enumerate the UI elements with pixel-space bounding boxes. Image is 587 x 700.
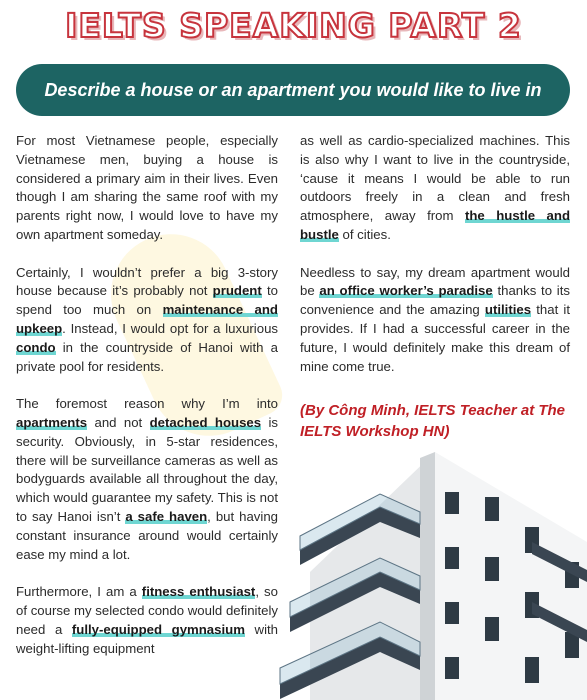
vocab-highlight: a safe haven [125, 508, 208, 524]
vocab-highlight: apartments [16, 414, 88, 430]
paragraph-security: The foremost reason why I’m into apartments and not detached houses is security. Obviously, in 5-star residences, there will be surveillance cameras as well as bodyguards available all throughout the day, which would guarantee my safety. This is not to say Hanoi isn’t a safe haven, but having constant insurance around would certainly ease my mind a lot. [16, 396, 279, 562]
page-title: IELTS SPEAKING PART 2 [65, 6, 522, 45]
vocab-highlight: utilities [484, 302, 532, 318]
paragraph-preference: Certainly, I wouldn’t prefer a big 3-story house because it’s probably not prudent to spend too much on maintenance and upkeep. Instead, I would opt for a luxurious condo in the countryside of Hanoi with a private pool for residents. [16, 264, 278, 374]
vocab-highlight: detached houses [149, 414, 262, 430]
left-column [16, 132, 278, 677]
vocab-highlight: maintenance and upkeep [16, 302, 278, 336]
paragraph-conclusion: Needless to say, my dream apartment would be an office worker’s paradise thanks to its convenience and the amazing utilities that it provides. If I had a successful career in the future, I would definitely make this dream of mine come true. [300, 264, 571, 374]
vocab-highlight: the hustle and bustle [300, 208, 570, 242]
vocab-highlight: fitness enthusiast [141, 584, 256, 600]
vocab-highlight: prudent [212, 283, 262, 299]
topic-banner [16, 64, 570, 116]
paragraph-countryside: as well as cardio-specialized machines. This is also why I want to live in the countryside, ‘cause it means I would be able to run outdoors freely in a clean and fresh atmosphere, away from the hustle and bustle of cities. [300, 133, 570, 242]
author-credit: (By Công Minh, IELTS Teacher at The IELTS Workshop HN) [300, 402, 566, 440]
topic-text: Describe a house or an apartment you would like to live in [44, 79, 542, 100]
vocab-highlight: condo [16, 339, 56, 355]
paragraph-fitness: Furthermore, I am a fitness enthusiast, so of course my selected condo would definitely need a fully-equipped gymnasium with weight-lifting equipment [16, 584, 278, 656]
vocab-highlight: fully-equipped gymnasium [71, 621, 245, 637]
right-column [300, 132, 570, 395]
paragraph-intro: For most Vietnamese people, especially Vietnamese men, buying a house is considered a primary aim in their lives. Even though I am sharing the same roof with my parents right now, I would love to have my own apartment someday. [16, 133, 278, 242]
apartment-building-illustration [270, 452, 587, 700]
vocab-highlight: an office worker’s paradise [319, 283, 493, 299]
